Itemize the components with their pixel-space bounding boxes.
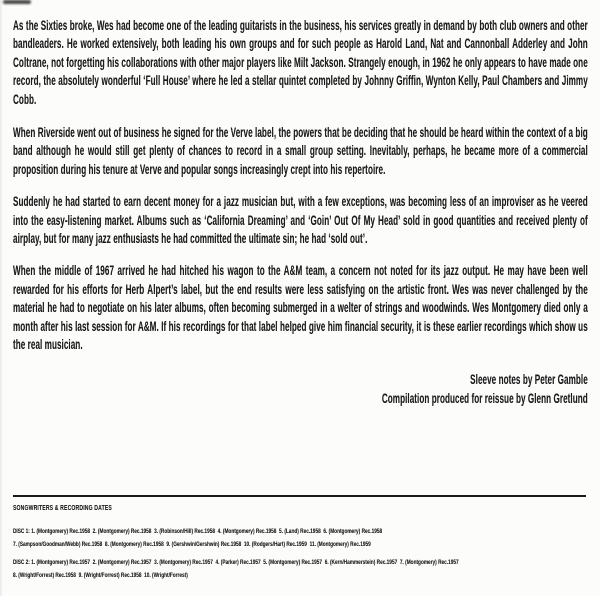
disc2-credits-line-2: 8. (Wright/Forrest) Rec.1958 9. (Wright/Forrest) Rec.1958 10. (Wright/Forrest) — [13, 572, 188, 579]
songwriters-heading: SONGWRITERS & RECORDING DATES — [13, 505, 112, 512]
sleeve-notes-paragraph-2: When Riverside went out of business he signed for the Verve label, the powers that be deciding that he should be heard within the context of a big band although he would still get plenty of chances to record in a small group setting. Inevitably, perhaps, he became more of a commercial proposition during his tenure at Verve and popular songs increasingly crept into his repertoire. — [13, 124, 588, 177]
credit-line-sleeve-notes: Sleeve notes by Peter Gamble — [470, 370, 588, 387]
footer-section — [13, 505, 586, 582]
credit-line-compilation: Compilation produced for reissue by Glenn Gretlund — [381, 389, 588, 406]
disc2-credits-block — [13, 556, 586, 582]
section-divider-rule — [13, 495, 586, 497]
disc1-credits-line-1: DISC 1: 1. (Montgomery) Rec.1958 2. (Montgomery) Rec.1958 3. (Robinson/Hill) Rec.1958 4. (Montgomery) Rec.1958 5. (Land) Rec.1958 6. (Montgomery) Rec.1958 — [13, 528, 383, 535]
sleeve-notes-paragraph-3: Suddenly he had started to earn decent money for a jazz musician but, with a few exceptions, was becoming less of an improviser as he veered into the easy-listening market. Albums such as ‘California Dreaming’ and ‘Goin’ Out Of My Head’ sold in good quantities and received plenty of airplay, but for many jazz enthusiasts he had committed the ultimate sin; he had ‘sold out’. — [13, 193, 588, 247]
credits-block — [13, 370, 588, 408]
scan-smudge-artifact — [3, 0, 31, 4]
body-text-column — [13, 16, 588, 408]
disc2-credits-line-1: DISC 2: 1. (Montgomery) Rec.1957 2. (Montgomery) Rec.1957 3. (Montgomery) Rec.1957 4. (Parker) Rec.1957 5. (Montgomery) Rec.1957 6. (Kern/Hammerstein) Rec.1957 7. (Montgomery) Rec.1957 — [13, 559, 459, 566]
disc1-credits-block — [13, 525, 586, 551]
scan-edge-shadow — [0, 0, 3, 596]
disc1-credits-line-2: 7. (Sampson/Goodman/Webb) Rec.1958 8. (Montgomery) Rec.1958 9. (Gershwin/Gershwin) Rec.1958 10. (Rodgers/Hart) Rec.1959 11. (Montgomery) Rec.1959 — [13, 541, 371, 548]
sleeve-notes-paragraph-1: As the Sixties broke, Wes had become one of the leading guitarists in the business, his services greatly in demand by both club owners and other bandleaders. He worked extensively, both leading his own groups and for such people as Harold Land, Nat and Cannonball Adderley and John Coltrane, not forgetting his collaborations with other major players like Milt Jackson. Strangely enough, in 1962 he only appears to have made one record, the absolutely wonderful ‘Full House’ where he led a stellar quintet completed by Johnny Griffin, Wynton Kelly, Paul Chambers and Jimmy Cobb. — [13, 17, 588, 107]
sleeve-notes-paragraph-4: When the middle of 1967 arrived he had hitched his wagon to the A&M team, a concern not noted for its jazz output. He may have been well rewarded for his efforts for Herb Alpert’s label, but the end results were less satisfying on the artistic front. Wes was never challenged by the material he had to negotiate on his later albums, often becoming submerged in a welter of strings and woodwinds. Wes Montgomery died only a month after his last session for A&M. If his recordings for that label helped give him financial security, it is these earlier recordings which show us the real musician. — [13, 262, 588, 353]
